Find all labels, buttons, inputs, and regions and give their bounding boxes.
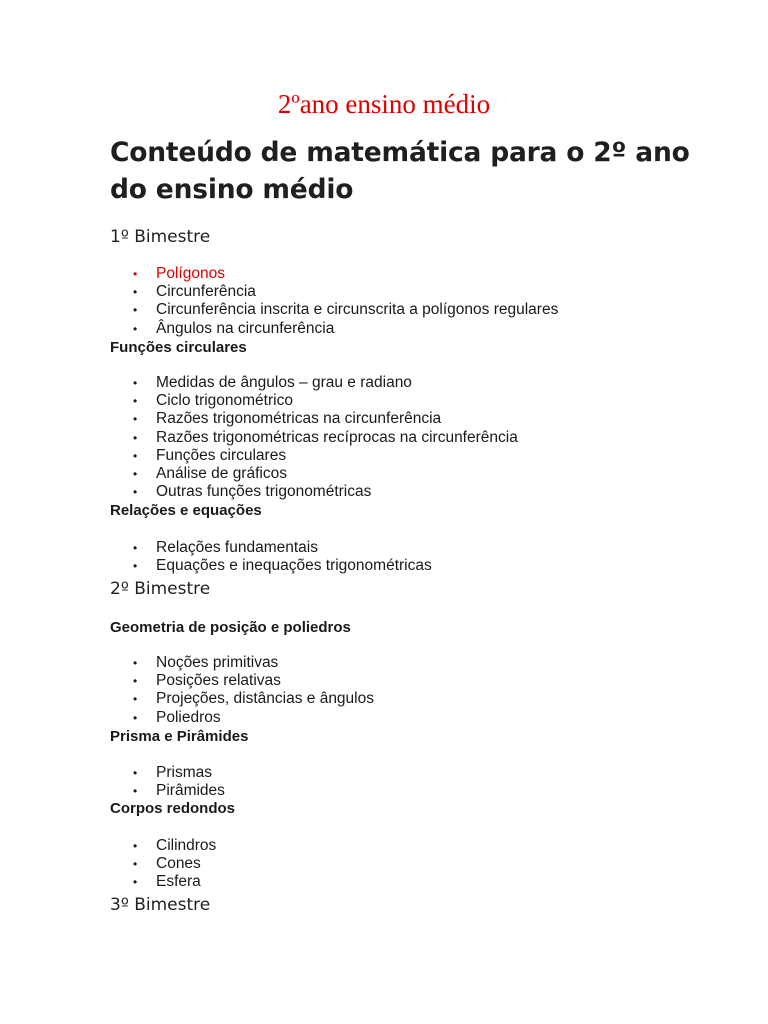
list-item-text: Circunferência	[156, 283, 256, 301]
list-item	[133, 837, 217, 855]
bullet-icon: •	[133, 412, 138, 427]
bullet-icon: •	[133, 692, 138, 707]
list-item	[133, 539, 432, 557]
list-relacoes-equacoes	[133, 539, 432, 575]
list-prisma-piramides	[133, 764, 225, 800]
list-bimestre-1-topics	[133, 265, 559, 338]
main-heading	[110, 134, 710, 208]
list-geometria-posicao	[133, 654, 374, 727]
bullet-icon: •	[133, 674, 138, 689]
list-item	[133, 672, 374, 690]
bullet-icon: •	[133, 784, 138, 799]
list-item	[133, 873, 216, 891]
list-item-text: Cones	[156, 855, 201, 873]
list-item-text: Outras funções trigonométricas	[156, 483, 372, 501]
bullet-icon: •	[133, 376, 138, 390]
bullet-icon: •	[133, 857, 138, 872]
list-item-text: Razões trigonométricas recíprocas na circunferência	[156, 428, 518, 446]
list-item	[133, 283, 558, 301]
list-item-text: Análise de gráficos	[156, 465, 287, 483]
bimestre-1-heading: 1º Bimestre	[110, 227, 211, 247]
list-item-text: Medidas de ângulos – grau e radiano	[156, 374, 412, 391]
bullet-icon: •	[133, 467, 138, 482]
bullet-icon: •	[133, 710, 138, 725]
list-item	[133, 782, 225, 800]
list-item	[133, 483, 518, 501]
bullet-icon: •	[133, 267, 138, 281]
list-item-text: Ciclo trigonométrico	[156, 392, 293, 410]
bullet-icon: •	[133, 321, 138, 336]
subheading-funcoes-circulares: Funções circulares	[110, 339, 247, 356]
subheading-relacoes-equacoes: Relações e equações	[110, 502, 262, 519]
bullet-icon: •	[133, 285, 138, 300]
list-item-text: Prismas	[156, 764, 212, 781]
list-item	[133, 410, 518, 428]
list-item-text: Equações e inequações trigonométricas	[156, 557, 432, 575]
bullet-icon: •	[133, 541, 138, 555]
bimestre-3-heading: 3º Bimestre	[110, 895, 211, 915]
list-item-text: Noções primitivas	[156, 654, 279, 671]
list-item-text: Cilindros	[156, 837, 217, 854]
list-item	[133, 446, 518, 465]
list-item-text: Circunferência inscrita e circunscrita a polígonos regulares	[156, 301, 559, 319]
list-item	[133, 319, 558, 338]
bullet-icon: •	[133, 559, 138, 574]
bullet-icon: •	[133, 875, 138, 890]
list-item	[133, 855, 216, 873]
list-item	[133, 690, 374, 708]
bullet-icon: •	[133, 485, 138, 500]
list-item	[133, 374, 518, 392]
subheading-geometria-posicao: Geometria de posição e poliedros	[110, 619, 351, 636]
list-item-text: Poliedros	[156, 708, 221, 726]
subheading-prisma-piramides: Prisma e Pirâmides	[110, 728, 249, 745]
list-item	[133, 654, 374, 672]
list-item-text: Esfera	[156, 873, 201, 891]
list-item	[133, 465, 518, 483]
list-item	[133, 392, 518, 410]
list-item-text: Projeções, distâncias e ângulos	[156, 690, 374, 708]
list-item-text: Razões trigonométricas na circunferência	[156, 410, 442, 428]
bullet-icon: •	[133, 656, 138, 670]
list-item-text: Pirâmides	[156, 782, 225, 800]
list-item-text: Relações fundamentais	[156, 539, 318, 556]
list-item-text: Funções circulares	[156, 446, 287, 464]
list-item-text: Polígonos	[156, 265, 225, 282]
main-heading-line-2: do ensino médio	[110, 174, 354, 205]
subheading-corpos-redondos: Corpos redondos	[110, 800, 236, 817]
list-item-text: Posições relativas	[156, 672, 281, 690]
list-item-text: Ângulos na circunferência	[156, 319, 335, 337]
bullet-icon: •	[133, 430, 138, 445]
bullet-icon: •	[133, 839, 138, 853]
main-heading-line-1: Conteúdo de matemática para o 2º ano	[110, 137, 690, 168]
list-item	[133, 428, 518, 447]
list-item	[133, 557, 432, 575]
page-title: 2ºano ensino médio	[277, 89, 491, 119]
list-item	[133, 265, 558, 283]
list-funcoes-circulares	[133, 374, 518, 501]
list-item	[133, 708, 374, 727]
bullet-icon: •	[133, 394, 138, 409]
list-item	[133, 764, 225, 782]
bimestre-2-heading: 2º Bimestre	[110, 579, 211, 599]
bullet-icon: •	[133, 766, 138, 780]
list-item	[133, 301, 559, 319]
list-corpos-redondos	[133, 837, 217, 892]
bullet-icon: •	[133, 448, 138, 463]
bullet-icon: •	[133, 303, 138, 318]
